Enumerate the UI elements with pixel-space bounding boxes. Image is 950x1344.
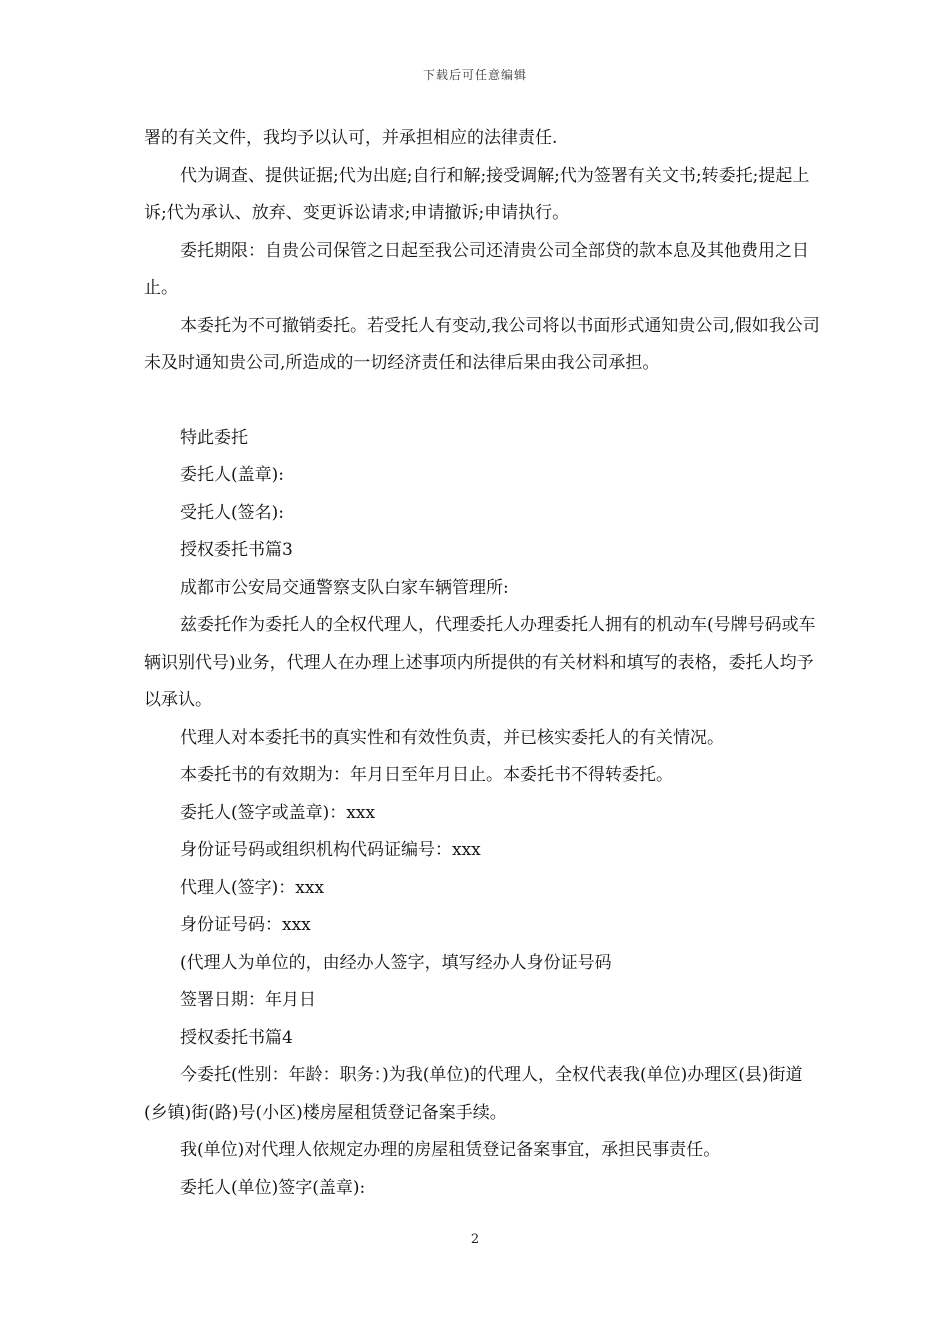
paragraph: 受托人(签名):	[180, 502, 284, 523]
section-heading: 授权委托书篇4	[180, 1027, 293, 1048]
paragraph: 兹委托作为委托人的全权代理人，代理委托人办理委托人拥有的机动车(号牌号码或车辆识别代号)业务，代理人在办理上述事项内所提供的有关材料和填写的表格，委托人均予以承认。	[144, 615, 816, 710]
page-number: 2	[470, 1232, 480, 1247]
paragraph: 委托人(盖章):	[180, 465, 284, 485]
section-heading: 授权委托书篇3	[180, 540, 293, 560]
page-header: 下载后可任意编辑	[422, 68, 527, 82]
paragraph: 身份证号码：xxx	[180, 915, 311, 935]
paragraph: 特此委托	[180, 427, 248, 448]
paragraph: 署的有关文件，我均予以认可，并承担相应的法律责任.	[144, 128, 558, 148]
paragraph: 代理人(签字)：xxx	[180, 877, 325, 898]
paragraph: 委托人(签字或盖章)：xxx	[180, 802, 376, 823]
paragraph: 成都市公安局交通警察支队白家车辆管理所:	[180, 577, 509, 598]
paragraph: 签署日期：年月日	[180, 990, 316, 1010]
paragraph: 委托期限：自贵公司保管之日起至我公司还清贵公司全部贷的款本息及其他费用之日止。	[144, 240, 809, 298]
paragraph: (代理人为单位的，由经办人签字，填写经办人身份证号码	[180, 952, 612, 973]
blank-line	[144, 383, 824, 420]
paragraph: 本委托书的有效期为：年月日至年月日止。本委托书不得转委托。	[180, 765, 673, 785]
paragraph: 今委托(性别：年龄：职务：)为我(单位)的代理人，全权代表我(单位)办理区(县)街道(乡镇)街(路)号(小区)楼房屋租赁登记备案手续。	[144, 1065, 803, 1123]
paragraph: 本委托为不可撤销委托。若受托人有变动,我公司将以书面形式通知贵公司,假如我公司未及时通知贵公司,所造成的一切经济责任和法律后果由我公司承担。	[144, 315, 820, 373]
paragraph: 委托人(单位)签字(盖章):	[180, 1177, 366, 1198]
paragraph: 代理人对本委托书的真实性和有效性负责，并已核实委托人的有关情况。	[180, 727, 724, 748]
paragraph: 我(单位)对代理人依规定办理的房屋租赁登记备案事宜，承担民事责任。	[180, 1140, 721, 1160]
paragraph: 身份证号码或组织机构代码证编号：xxx	[180, 840, 481, 860]
paragraph: 代为调查、提供证据;代为出庭;自行和解;接受调解;代为签署有关文书;转委托;提起上诉;代为承认、放弃、变更诉讼请求;申请撤诉;申请执行。	[144, 165, 810, 223]
document-body	[144, 120, 824, 1207]
